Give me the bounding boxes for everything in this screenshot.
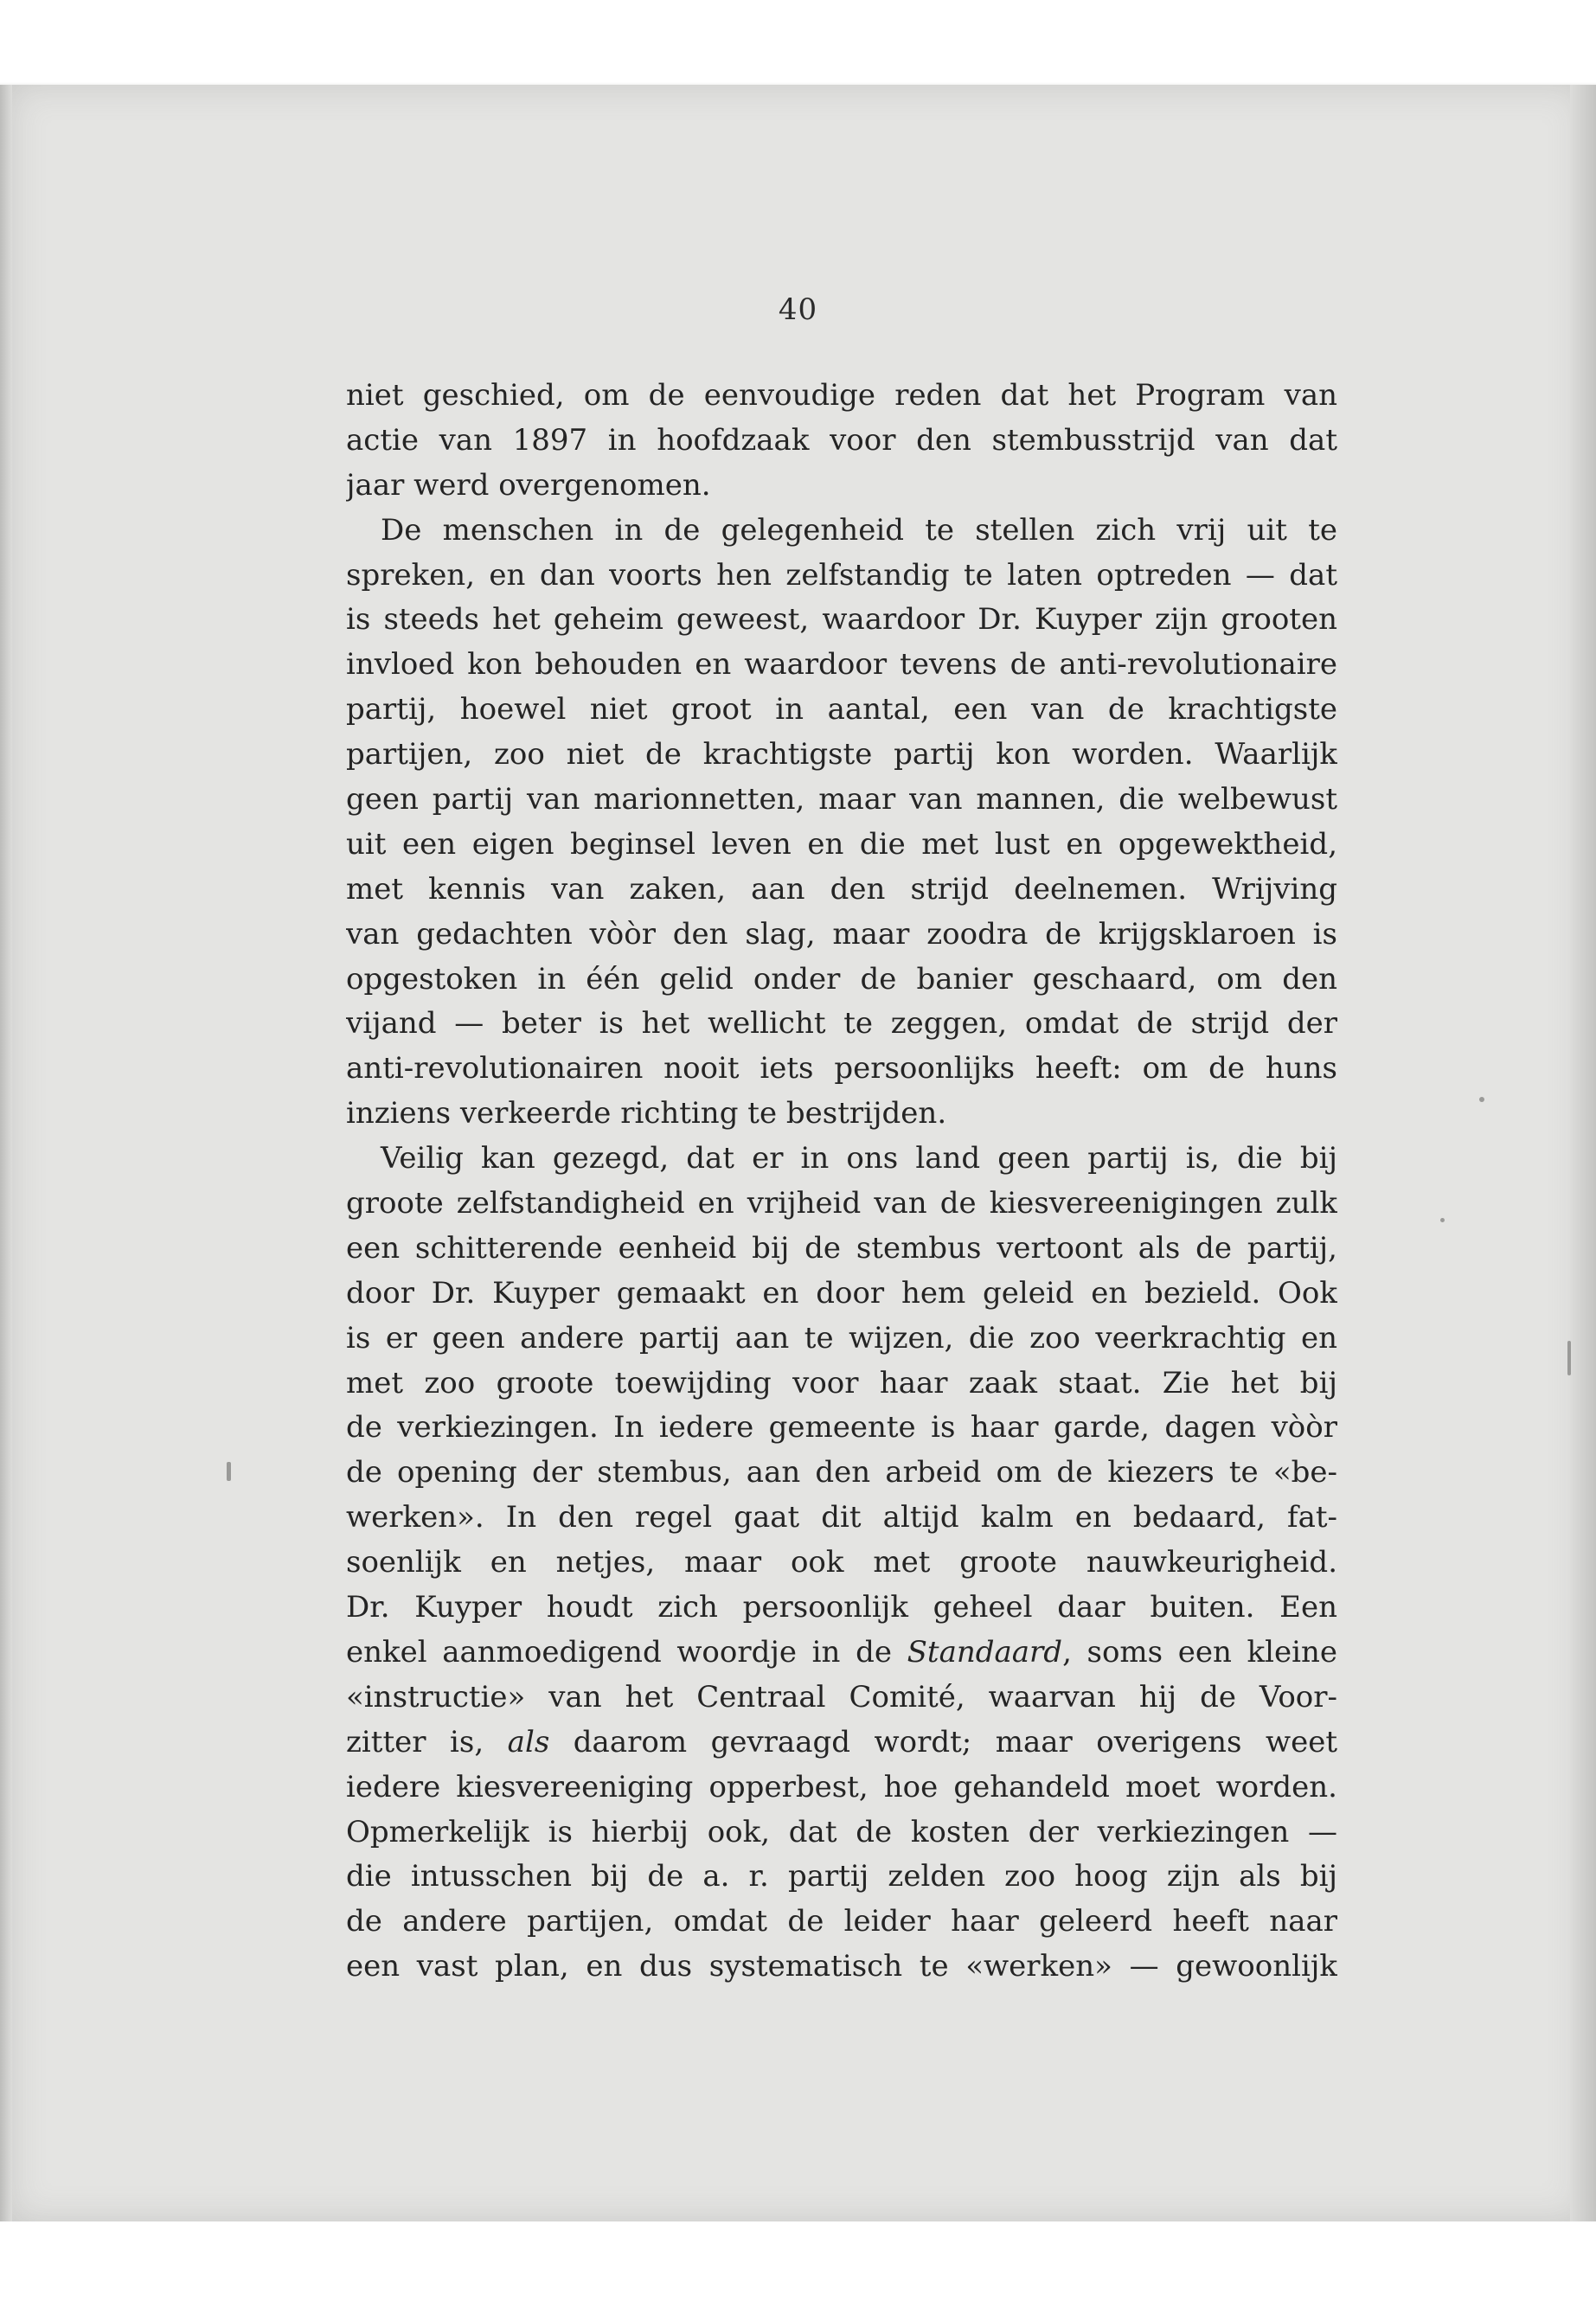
text-line: actie van 1897 in hoofdzaak voor den stembusstrijd van dat <box>346 422 1337 458</box>
text-line: soenlijk en netjes, maar ook met groote nauwkeurigheid. <box>346 1545 1337 1580</box>
text-line: is er geen andere partij aan te wijzen, die zoo veerkrachtig en <box>346 1320 1337 1356</box>
text-line: anti-revolutionairen nooit iets persoonlijks heeft: om de huns <box>346 1051 1337 1086</box>
emphasis: als <box>507 1724 550 1759</box>
page-right-edge <box>1570 85 1596 2221</box>
text-line: iedere kiesvereeniging opperbest, hoe gehandeld moet worden. <box>346 1769 1337 1804</box>
page-number: 40 <box>778 292 818 327</box>
text-line: niet geschied, om de eenvoudige reden dat het Program van <box>346 378 1337 413</box>
text-line: een schitterende eenheid bij de stembus vertoont als de partij, <box>346 1230 1337 1266</box>
text-line: enkel aanmoedigend woordje in de Standaard, soms een kleine <box>346 1634 1337 1670</box>
text-line: is steeds het geheim geweest, waardoor Dr. Kuyper zijn grooten <box>346 602 1337 638</box>
text-line: De menschen in de gelegenheid te stellen zich vrij uit te <box>381 512 1337 548</box>
text-line: de opening der stembus, aan den arbeid om de kiezers te «be- <box>346 1455 1337 1490</box>
text-line: de andere partijen, omdat de leider haar geleerd heeft naar <box>346 1904 1337 1939</box>
text-line: zitter is, als daarom gevraagd wordt; maar overigens weet <box>346 1724 1337 1759</box>
body-text <box>346 374 1337 1990</box>
text-line: de verkiezingen. In iedere gemeente is haar garde, dagen vòòr <box>346 1410 1337 1445</box>
text-line: inziens verkeerde richting te bestrijden. <box>346 1096 947 1131</box>
text-line: Veilig kan gezegd, dat er in ons land geen partij is, die bij <box>381 1141 1337 1176</box>
emphasis: Standaard <box>907 1634 1063 1670</box>
text-line: invloed kon behouden en waardoor tevens de anti-revolutionaire <box>346 647 1337 683</box>
text-line: Dr. Kuyper houdt zich persoonlijk geheel daar buiten. Een <box>346 1590 1337 1625</box>
text-line: uit een eigen beginsel leven en die met lust en opgewektheid, <box>346 826 1337 862</box>
text-line: «instructie» van het Centraal Comité, waarvan hij de Voor- <box>346 1679 1337 1715</box>
text-line: spreken, en dan voorts hen zelfstandig te laten optreden — dat <box>346 557 1337 593</box>
text-line: werken». In den regel gaat dit altijd kalm en bedaard, fat- <box>346 1500 1337 1535</box>
text-line: vijand — beter is het wellicht te zeggen, omdat de strijd der <box>346 1006 1337 1042</box>
text-line: geen partij van marionnetten, maar van mannen, die welbewust <box>346 782 1337 817</box>
text-line: met kennis van zaken, aan den strijd deelnemen. Wrijving <box>346 871 1337 907</box>
paper-speck <box>1479 1097 1484 1102</box>
page-left-edge <box>0 85 12 2221</box>
paper-speck <box>1440 1218 1445 1222</box>
text-line: die intusschen bij de a. r. partij zelden zoo hoog zijn als bij <box>346 1859 1337 1894</box>
text-line: partij, hoewel niet groot in aantal, een van de krachtigste <box>346 692 1337 727</box>
text-line: jaar werd overgenomen. <box>346 467 711 503</box>
paper-speck <box>1567 1341 1571 1375</box>
text-line: groote zelfstandigheid en vrijheid van de kiesvereenigingen zulk <box>346 1186 1337 1221</box>
text-line: van gedachten vòòr den slag, maar zoodra de krijgsklaroen is <box>346 916 1337 952</box>
paper-speck <box>227 1462 231 1481</box>
text-line: een vast plan, en dus systematisch te «werken» — gewoonlijk <box>346 1949 1337 1984</box>
text-line: met zoo groote toewijding voor haar zaak staat. Zie het bij <box>346 1365 1337 1400</box>
text-line: Opmerkelijk is hierbij ook, dat de kosten der verkiezingen — <box>346 1814 1337 1849</box>
text-line: door Dr. Kuyper gemaakt en door hem geleid en bezield. Ook <box>346 1275 1337 1311</box>
text-line: partijen, zoo niet de krachtigste partij kon worden. Waarlijk <box>346 737 1337 772</box>
text-line: opgestoken in één gelid onder de banier geschaard, om den <box>346 961 1337 997</box>
